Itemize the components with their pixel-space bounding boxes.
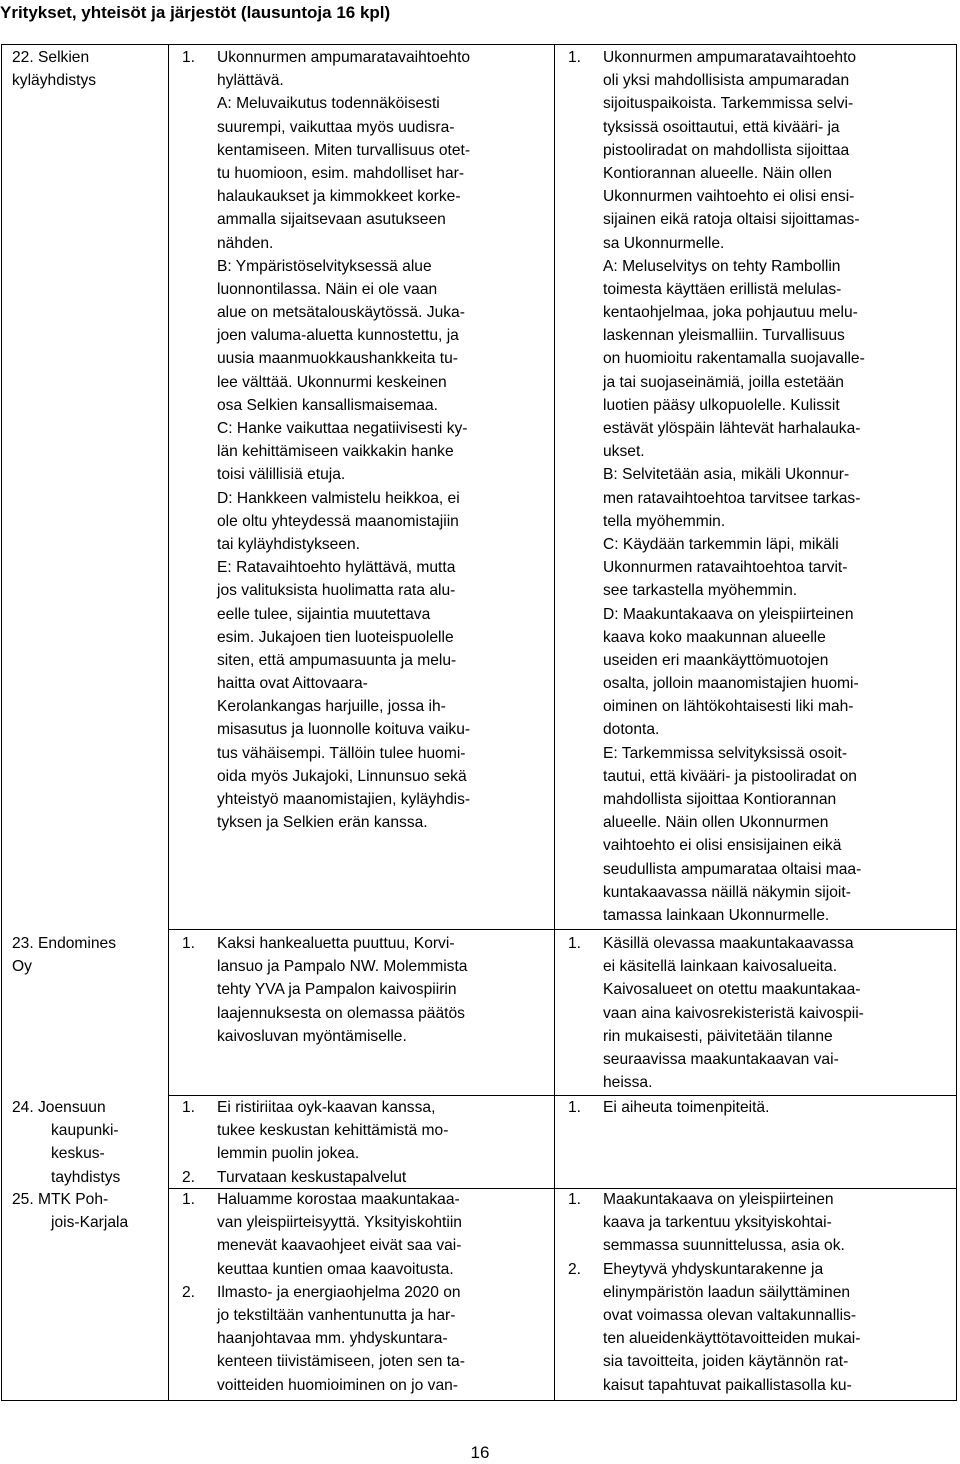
statement-line: ole oltu yhteydessä maanomistajiin <box>217 512 459 530</box>
item-number: 1. <box>568 49 582 66</box>
response-line: heissa. <box>603 1074 653 1092</box>
response-line: oli yksi mahdollisista ampumaradan <box>603 72 850 90</box>
response-line: ovat voimassa olevan valtakunnallis- <box>603 1306 857 1324</box>
page-heading: Yritykset, yhteisöt ja järjestöt (lausuntoja 16 kpl) <box>0 3 391 22</box>
page-number: 16 <box>470 1443 490 1462</box>
response-line: ei käsitellä lainkaan kaivosalueita. <box>603 958 838 976</box>
response-line: Ukonnurmen vaihtoehto ei olisi ensi- <box>603 188 855 206</box>
response-line: alueelle. Näin ollen Ukonnurmen <box>603 814 829 832</box>
statement-line: osa Selkien kansallismaisemaa. <box>217 396 439 414</box>
response-line: osalta, jolloin maanomistajien huomi- <box>603 675 859 693</box>
item-number: 1. <box>568 1191 582 1208</box>
statement-line: esim. Jukajoen tien luoteispuolelle <box>217 628 454 646</box>
statement-line: kenteen tiivistämiseen, joten sen ta- <box>217 1353 465 1371</box>
response-line: elinympäristön laadun säilyttäminen <box>603 1283 851 1301</box>
statement-line: siten, että ampumasuunta ja melu- <box>217 651 457 669</box>
response-line: Ukonnurmen ratavaihtoehtoa tarvit- <box>603 559 848 577</box>
item-number: 1. <box>568 935 582 952</box>
column-divider <box>168 45 169 1400</box>
statement-line: tai kyläyhdistykseen. <box>217 535 361 553</box>
statement-line: jo tekstiltään vanhentunutta ja har- <box>217 1306 456 1324</box>
statement-line: tukee keskustan kehittämistä mo- <box>217 1122 449 1140</box>
response-line: seudullista ampumarataa oltaisi maa- <box>603 860 862 878</box>
statement-item <box>178 1096 550 1119</box>
statement-line: C: Hanke vaikuttaa negatiivisesti ky- <box>217 420 468 437</box>
statement-cell <box>178 1096 550 1189</box>
statement-text: Turvataan keskustapalvelut <box>217 1168 407 1186</box>
item-number: 1. <box>568 1099 582 1116</box>
response-line: E: Tarkemmissa selvityksissä osoit- <box>603 744 848 762</box>
statement-line: haitta ovat Aittovaara- <box>217 675 368 693</box>
statement-line: eelle tulee, sijaintia muutettava <box>217 605 431 623</box>
response-line: kuntakaavassa näillä näkymin sijoit- <box>603 883 851 901</box>
statement-item <box>178 932 550 955</box>
response-item <box>564 1096 954 1119</box>
response-line: Kaivosalueet on otettu maakuntakaa- <box>603 981 861 999</box>
statement-item <box>178 46 550 69</box>
statement-line: van yleispiirteisyyttä. Yksityiskohtiin <box>217 1214 462 1232</box>
statement-line: nähden. <box>217 234 274 252</box>
item-number: 1. <box>182 1191 196 1208</box>
response-line: A: Meluselvitys on tehty Rambollin <box>603 257 841 275</box>
statement-item <box>178 1166 550 1189</box>
org-name: kyläyhdistys <box>12 72 97 90</box>
statement-line: E: Ratavaihtoehto hylättävä, mutta <box>217 559 456 577</box>
org-name: tayhdistys <box>51 1168 121 1186</box>
statement-line: D: Hankkeen valmistelu heikkoa, ei <box>217 489 460 507</box>
statement-line: lansuo ja Pampalo NW. Molemmista <box>217 958 468 976</box>
statement-line: alue on metsätalouskäytössä. Juka- <box>217 304 465 322</box>
response-line: see tarkastella myöhemmin. <box>603 582 798 600</box>
response-line: C: Käydään tarkemmin läpi, mikäli <box>603 535 839 553</box>
item-number: 2. <box>182 1283 196 1301</box>
response-text: Ei aiheuta toimenpiteitä. <box>603 1099 770 1116</box>
response-item <box>564 46 954 69</box>
statement-line: lee välttää. Ukonnurmi keskeinen <box>217 373 447 391</box>
response-line: semmassa suunnittelussa, asia ok. <box>603 1237 845 1255</box>
statement-line: lemmin puolin jokea. <box>217 1145 360 1163</box>
response-item <box>564 1258 954 1281</box>
statement-line: laajennuksesta on olemassa päätös <box>217 1004 465 1022</box>
statement-text: Ei ristiriitaa oyk-kaavan kanssa, <box>217 1099 436 1116</box>
statement-line: yhteistyö maanomistajien, kyläyhdis- <box>217 791 471 808</box>
statement-line: haanjohtavaa mm. yhdyskuntara- <box>217 1330 448 1348</box>
statement-cell <box>178 932 550 1048</box>
statement-line: B: Ympäristöselvityksessä alue <box>217 257 432 275</box>
response-line: dotonta. <box>603 721 660 739</box>
row-divider <box>168 929 956 930</box>
response-line: estävät ylöspäin lähtevät harhalauka- <box>603 420 861 437</box>
org-cell <box>12 932 162 978</box>
response-line: kaisut tapahtuvat paikallistasolla ku- <box>603 1376 852 1394</box>
response-line: oiminen on lähtökohtaisesti liki mah- <box>603 698 854 716</box>
response-line: rin mukaisesti, päivitetään tilanne <box>603 1027 833 1045</box>
statement-text: Ilmasto- ja energiaohjelma 2020 on <box>217 1283 461 1301</box>
org-cell <box>12 1096 162 1189</box>
statement-line: keuttaa kuntien omaa kaavoitusta. <box>217 1260 454 1278</box>
response-line: tamassa lainkaan Ukonnurmelle. <box>603 906 830 924</box>
statement-line: län kehittämiseen vaikkakin hanke <box>217 443 454 461</box>
org-name: 24. Joensuun <box>12 1099 106 1116</box>
statement-line: Kerolankangas harjuille, jossa ih- <box>217 698 446 716</box>
response-line: sijainen eikä ratoja oltaisi sijoittamas- <box>603 211 860 229</box>
response-item <box>564 932 954 955</box>
response-cell <box>564 932 954 1094</box>
statement-line: ammalla sijaitsevaan asutukseen <box>217 211 446 229</box>
response-line: pistooliradat on mahdollista sijoittaa <box>603 141 850 159</box>
response-line: on huomioitu rakentamalla suojavalle- <box>603 350 865 368</box>
response-text: Eheytyvä yhdyskuntarakenne ja <box>603 1260 824 1278</box>
response-text: Maakuntakaava on yleispiirteinen <box>603 1191 834 1208</box>
response-item <box>564 1188 954 1211</box>
statement-line: tu huomioon, esim. mahdolliset har- <box>217 164 465 182</box>
item-number: 1. <box>182 935 196 952</box>
statement-line: halaukaukset ja kimmokkeet korke- <box>217 188 461 206</box>
statement-line: toisi välillisiä etuja. <box>217 466 346 484</box>
statement-line: tehty YVA ja Pampalon kaivospiirin <box>217 981 457 999</box>
response-line: D: Maakuntakaava on yleispiirteinen <box>603 605 854 623</box>
statement-cell <box>178 1188 550 1397</box>
response-text: Ukonnurmen ampumaratavaihtoehto <box>603 49 857 66</box>
statement-line: voitteiden huomioiminen on jo van- <box>217 1376 458 1394</box>
response-cell <box>564 46 954 927</box>
response-line: seuraavissa maakuntakaavan vai- <box>603 1050 839 1068</box>
org-name: kaupunki- <box>51 1122 119 1140</box>
response-line: kentaohjelmaa, joka pohjautuu melu- <box>603 304 858 322</box>
statement-line: hylättävä. <box>217 72 284 90</box>
response-line: mahdollista sijoittaa Kontiorannan <box>603 791 837 808</box>
statement-item <box>178 1281 550 1304</box>
response-line: luotien pääsy ulkopuolelle. Kulissit <box>603 396 840 414</box>
response-line: ja tai suojaseinämiä, joilla estetään <box>603 373 844 391</box>
statement-text: Haluamme korostaa maakuntakaa- <box>217 1191 460 1208</box>
response-line: ten alueidenkäyttötavoitteiden mukai- <box>603 1330 861 1348</box>
statement-cell <box>178 46 550 834</box>
org-name: keskus- <box>51 1145 105 1163</box>
statement-line: A: Meluvaikutus todennäköisesti <box>217 95 440 113</box>
statement-line: jos valituksista huolimatta rata alu- <box>217 582 456 600</box>
response-line: tautui, että kivääri- ja pistooliradat on <box>603 767 857 785</box>
response-line: vaihtoehto ei olisi ensisijainen eikä <box>603 837 842 855</box>
org-name: 22. Selkien <box>12 49 90 66</box>
response-line: sijoituspaikoista. Tarkemmissa selvi- <box>603 95 854 113</box>
response-text: Käsillä olevassa maakuntakaavassa <box>603 935 854 952</box>
response-line: sia tavoitteita, joiden käytännön rat- <box>603 1353 849 1371</box>
response-line: B: Selvitetään asia, mikäli Ukonnur- <box>603 466 850 484</box>
statement-line: tus vähäisempi. Tällöin tulee huomi- <box>217 744 466 762</box>
response-line: toimesta käyttäen erillistä melulas- <box>603 280 842 298</box>
org-cell <box>12 46 162 92</box>
statement-line: misasutus ja luonnolle koituva vaiku- <box>217 721 471 739</box>
statement-line: uusia maanmuokkaushankkeita tu- <box>217 350 458 368</box>
response-line: useiden eri maankäyttömuotojen <box>603 651 829 669</box>
org-name: jois-Karjala <box>51 1214 129 1232</box>
statement-line: suurempi, vaikuttaa myös uudisra- <box>217 118 455 136</box>
statement-line: kaivosluvan myöntämiselle. <box>217 1027 407 1045</box>
response-line: sa Ukonnurmelle. <box>603 234 725 252</box>
statement-text: Kaksi hankealuetta puuttuu, Korvi- <box>217 935 455 952</box>
statement-line: oida myös Jukajoki, Linnunsuo sekä <box>217 767 467 785</box>
response-line: kaava ja tarkentuu yksityiskohtai- <box>603 1214 832 1232</box>
statement-text: Ukonnurmen ampumaratavaihtoehto <box>217 49 471 66</box>
response-line: tella myöhemmin. <box>603 512 726 530</box>
statement-line: joen valuma-aluetta kunnostettu, ja <box>217 327 459 345</box>
response-cell <box>564 1188 954 1397</box>
column-divider <box>554 45 555 1400</box>
response-line: kaava koko maakunnan alueelle <box>603 628 826 646</box>
item-number: 2. <box>568 1260 582 1278</box>
response-cell <box>564 1096 954 1119</box>
statement-line: tyksen ja Selkien erän kanssa. <box>217 814 428 832</box>
org-name: 25. MTK Poh- <box>12 1191 109 1208</box>
org-cell <box>12 1188 162 1234</box>
statement-item <box>178 1188 550 1211</box>
response-line: Kontiorannan alueelle. Näin ollen <box>603 164 832 182</box>
statement-line: luonnontilassa. Näin ei ole vaan <box>217 280 438 298</box>
response-line: laskennan yleismalliin. Turvallisuus <box>603 327 845 345</box>
response-line: tyksissä osoittautui, että kivääri- ja <box>603 118 840 136</box>
response-line: ukset. <box>603 443 645 461</box>
response-line: vaan aina kaivosrekisteristä kaivospii- <box>603 1004 864 1022</box>
org-name: Oy <box>12 958 32 976</box>
item-number: 1. <box>182 1099 196 1116</box>
org-name: 23. Endomines <box>12 935 117 952</box>
item-number: 2. <box>182 1168 196 1186</box>
statement-line: kentamiseen. Miten turvallisuus otet- <box>217 141 471 159</box>
statement-line: menevät kaavaohjeet eivät saa vai- <box>217 1237 462 1255</box>
item-number: 1. <box>182 49 196 66</box>
response-line: men ratavaihtoehtoa tarvitsee tarkas- <box>603 489 861 507</box>
